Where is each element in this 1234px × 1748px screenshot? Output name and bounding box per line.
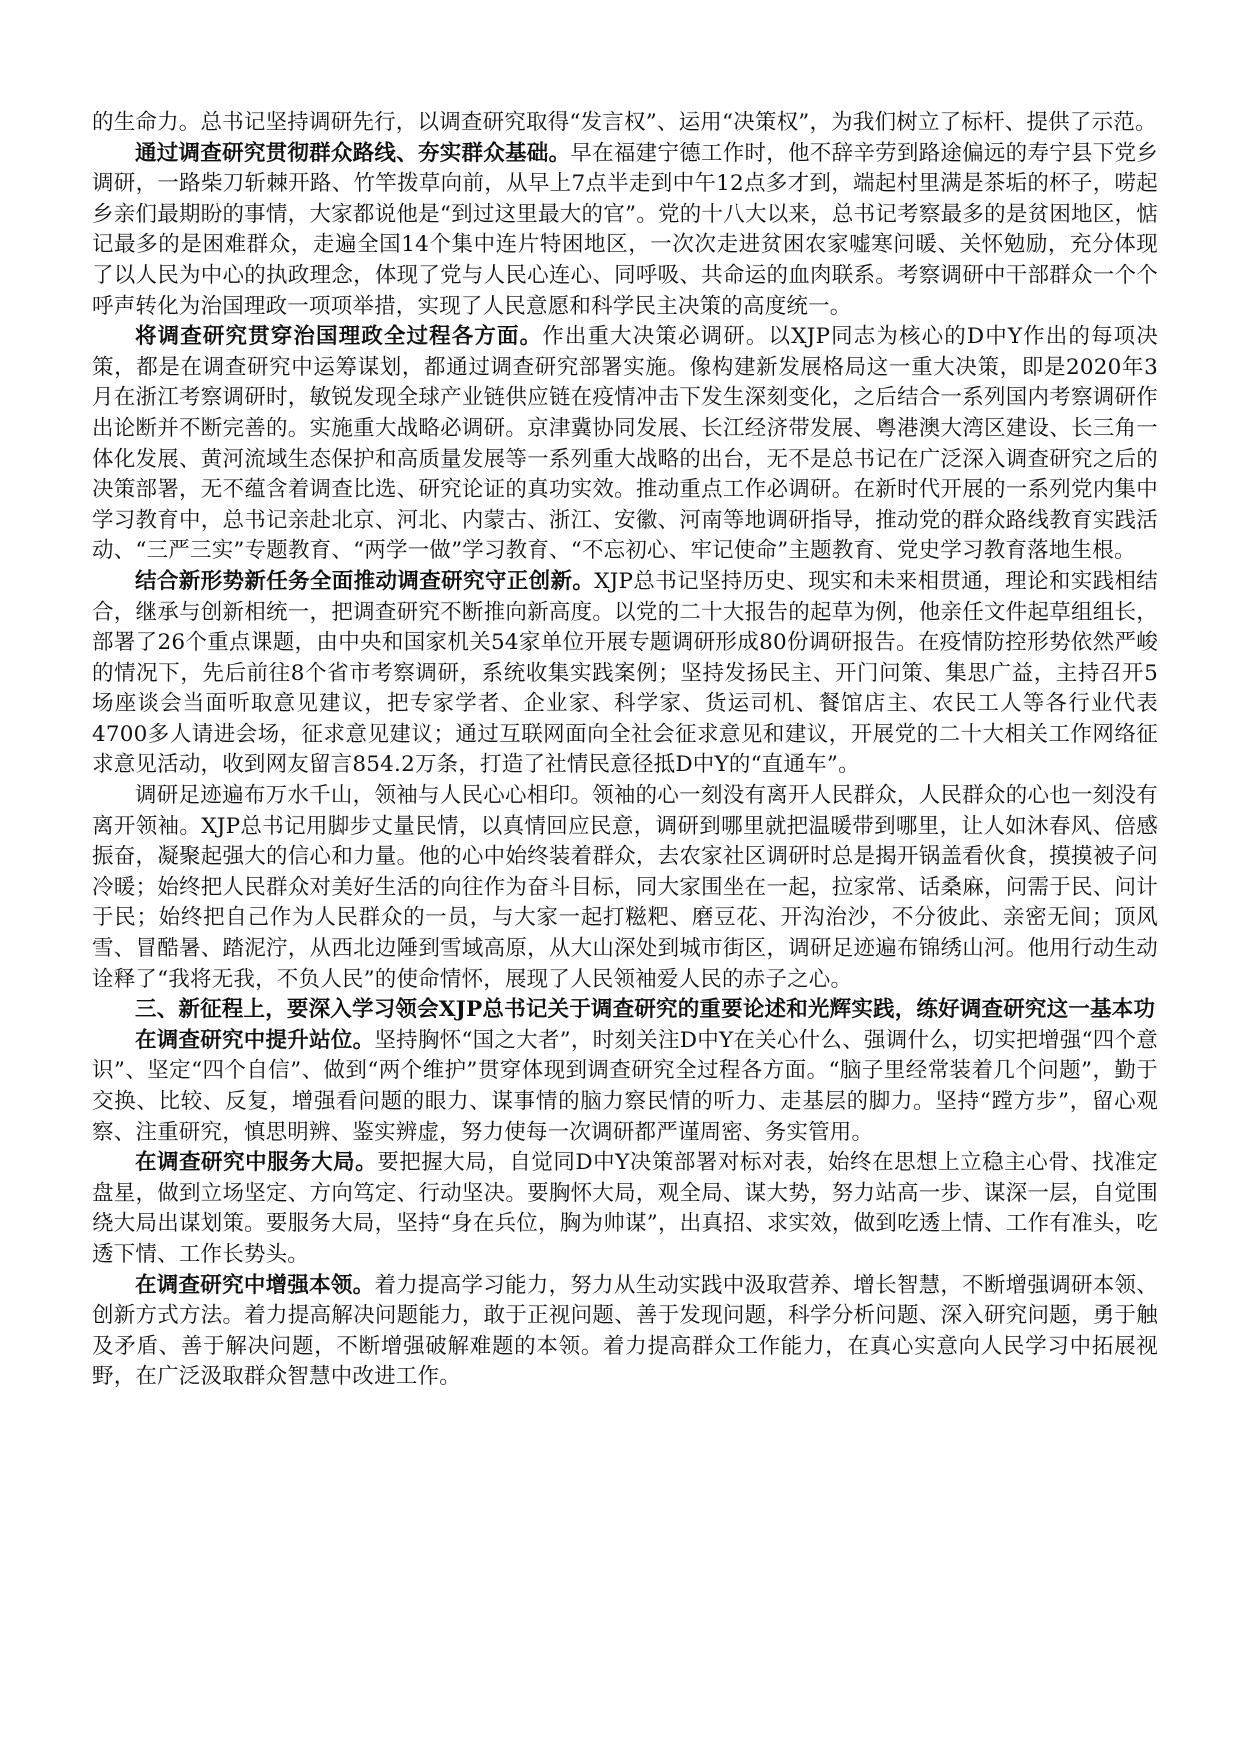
paragraph-text: 的生命力。总书记坚持调研先行，以调查研究取得“发言权”、运用“决策权”，为我们树立了标杆、提供了示范。	[92, 110, 1157, 135]
paragraph-text: 坚持胸怀“国之大者”，时刻关注D中Y在关心什么、强调什么，切实把增强“四个意识”、坚定“四个自信”、做到“两个维护”贯穿体现到调查研究全过程各方面。“脑子里经常装着几个问题”，勤于交换、比较、反复，增强看问题的眼力、谋事情的脑力察民情的听力、走基层的脚力。坚持“蹚方步”，留心观察、注重研究，慎思明辨、鉴实辨虚，努力使每一次调研都严谨周密、务实管用。	[92, 1027, 1158, 1145]
paragraph-text: 着力提高学习能力，努力从生动实践中汲取营养、增长智慧，不断增强调研本领、创新方式方法。着力提高解决问题能力，敢于正视问题、善于发现问题，科学分析问题、深入研究问题，勇于触及矛盾、善于解决问题，不断增强破解难题的本领。着力提高群众工作能力，在真心实意向人民学习中拓展视野，在广泛汲取群众智慧中改进工作。	[92, 1272, 1158, 1390]
paragraph-footprints	[92, 781, 1158, 995]
paragraph-text: 调研足迹遍布万水千山，领袖与人民心心相印。领袖的心一刻没有离开人民群众，人民群众的心也一刻没有离开领袖。XJP总书记用脚步丈量民情，以真情回应民意，调研到哪里就把温暖带到哪里，让人如沐春风、倍感振奋，凝聚起强大的信心和力量。他的心中始终装着群众，去农家社区调研时总是揭开锅盖看伙食，摸摸被子问冷暖；始终把人民群众对美好生活的向往作为奋斗目标，同大家围坐在一起，拉家常、话桑麻，问需于民、问计于民；始终把自己作为人民群众的一员，与大家一起打糍粑、磨豆花、开沟治沙，不分彼此、亲密无间；顶风雪、冒酷暑、踏泥泞，从西北边陲到雪域高原，从大山深处到城市街区，调研足迹遍布锦绣山河。他用行动生动诠释了“我将无我，不负人民”的使命情怀，展现了人民领袖爱人民的赤子之心。	[92, 783, 1158, 992]
paragraph-text: 早在福建宁德工作时，他不辞辛劳到路途偏远的寿宁县下党乡调研，一路柴刀斩棘开路、竹竿拨草向前，从早上7点半走到中午12点多才到，端起村里满是茶垢的杯子，唠起乡亲们最期盼的事情，大家都说他是“到过这里最大的官”。党的十八大以来，总书记考察最多的是贫困地区，惦记最多的是困难群众，走遍全国14个集中连片特困地区，一次次走进贫困农家嘘寒问暖、关怀勉励，充分体现了以人民为中心的执政理念，体现了党与人民心连心、同呼吸、共命运的血肉联系。考察调研中干部群众一个个呼声转化为治国理政一项项举措，实现了人民意愿和科学民主决策的高度统一。	[92, 140, 1158, 319]
paragraph-text: 要把握大局，自觉同D中Y决策部署对标对表，始终在思想上立稳主心骨、找准定盘星，做到立场坚定、方向笃定、行动坚决。要胸怀大局，观全局、谋大势，努力站高一步、谋深一层，自觉围绕大局出谋划策。要服务大局，坚持“身在兵位，胸为帅谋”，出真招、求实效，做到吃透上情、工作有准头，吃透下情、工作长势头。	[92, 1150, 1159, 1267]
document-page	[92, 108, 1158, 1393]
paragraph-lead: 在调查研究中服务大局。	[135, 1150, 378, 1176]
paragraph-lead: 将调查研究贯穿治国理政全过程各方面。	[135, 324, 543, 350]
paragraph-innovation	[92, 567, 1158, 781]
paragraph-mass-line	[92, 139, 1158, 323]
paragraph-continuation	[92, 108, 1158, 139]
paragraph-lead: 结合新形势新任务全面推动调查研究守正创新。	[135, 568, 595, 594]
paragraph-text: 作出重大决策必调研。以XJP同志为核心的D中Y作出的每项决策，都是在调查研究中运筹谋划，都通过调查研究部署实施。像构建新发展格局这一重大决策，即是2020年3月在浙江考察调研时，敏锐发现全球产业链供应链在疫情冲击下发生深刻变化，之后结合一系列国内考察调研作出论断并不断完善的。实施重大战略必调研。京津冀协同发展、长江经济带发展、粤港澳大湾区建设、长三角一体化发展、黄河流域生态保护和高质量发展等一系列重大战略的出台，无不是总书记在广泛深入调查研究之后的决策部署，无不蕴含着调查比选、研究论证的真功实效。推动重点工作必调研。在新时代开展的一系列党内集中学习教育中，总书记亲赴北京、河北、内蒙古、浙江、安徽、河南等地调研指导，推动党的群众路线教育实践活动、“三严三实”专题教育、“两学一做”学习教育、“不忘初心、牢记使命”主题教育、党史学习教育落地生根。	[92, 324, 1158, 564]
paragraph-lead: 通过调查研究贯彻群众路线、夯实群众基础。	[135, 140, 571, 166]
paragraph-skills	[92, 1271, 1158, 1393]
paragraph-big-picture	[92, 1148, 1158, 1270]
paragraph-stance	[92, 1026, 1158, 1148]
paragraph-lead: 在调查研究中增强本领。	[135, 1272, 375, 1298]
section-heading-text: 三、新征程上，要深入学习领会XJP总书记关于调查研究的重要论述和光辉实践，练好调查研究这一基本功	[135, 997, 1156, 1023]
paragraph-text: XJP总书记坚持历史、现实和未来相贯通，理论和实践相结合，继承与创新相统一，把调查研究不断推向新高度。以党的二十大报告的起草为例，他亲任文件起草组组长，部署了26个重点课题，由中央和国家机关54家单位开展专题调研形成80份调研报告。在疫情防控形势依然严峻的情况下，先后前往8个省市考察调研，系统收集实践案例；坚持发扬民主、开门问策、集思广益，主持召开5场座谈会当面听取意见建议，把专家学者、企业家、科学家、货运司机、餐馆店主、农民工人等各行业代表4700多人请进会场，征求意见建议；通过互联网面向全社会征求意见和建议，开展党的二十大相关工作网络征求意见活动，收到网友留言854.2万条，打造了社情民意径抵D中Y的“直通车”。	[92, 568, 1158, 778]
paragraph-governance	[92, 322, 1158, 567]
section-heading-three	[92, 995, 1158, 1026]
paragraph-lead: 在调查研究中提升站位。	[135, 1027, 375, 1053]
